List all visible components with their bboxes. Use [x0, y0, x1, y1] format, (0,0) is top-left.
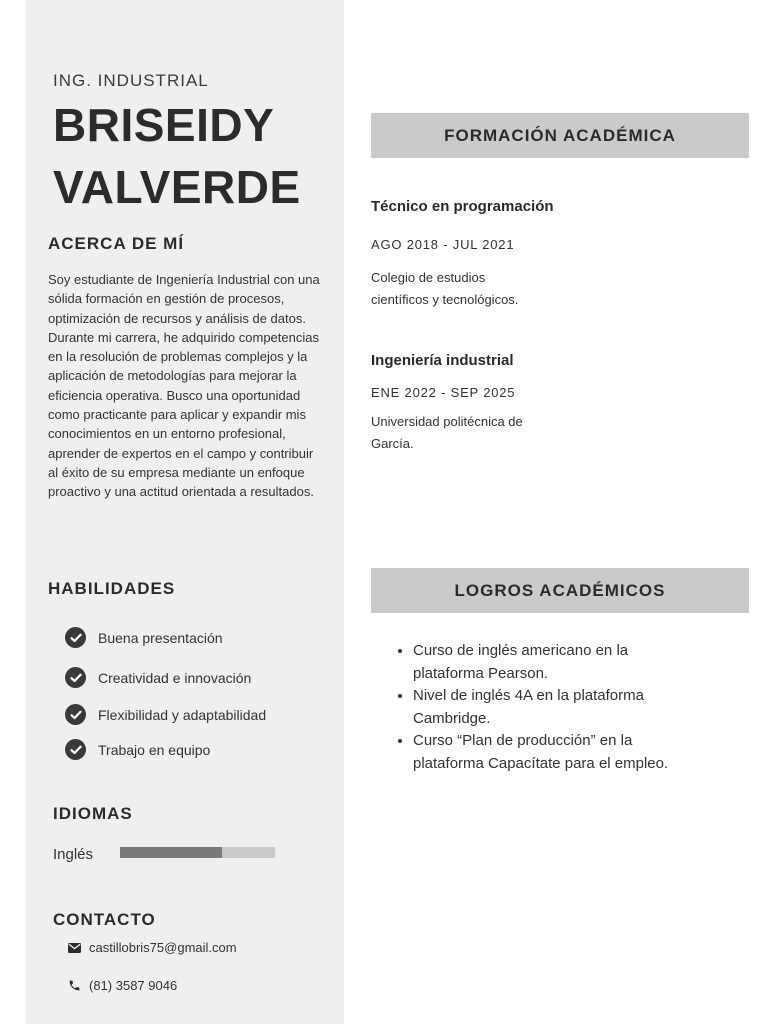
education-school-line: García. — [371, 436, 414, 451]
education-header: FORMACIÓN ACADÉMICA — [371, 113, 749, 158]
check-circle-icon — [65, 667, 86, 688]
education-school-line: Universidad politécnica de — [371, 414, 523, 429]
phone-icon — [68, 979, 81, 992]
skill-item — [65, 739, 210, 760]
about-title: ACERCA DE MÍ — [48, 234, 185, 253]
skill-item — [65, 704, 266, 725]
contact-title: CONTACTO — [53, 910, 156, 929]
languages-title: IDIOMAS — [53, 804, 133, 823]
achievement-item: • Nivel de inglés 4A en la plataforma Cambridge. — [413, 685, 703, 730]
achievements-header: LOGROS ACADÉMICOS — [371, 568, 749, 613]
check-circle-icon — [65, 704, 86, 725]
education-school — [371, 411, 571, 455]
check-circle-icon — [65, 627, 86, 648]
skill-item — [65, 667, 251, 688]
skill-label: Flexibilidad y adaptabilidad — [98, 706, 267, 723]
education-title: Ingeniería industrial — [371, 352, 514, 369]
last-name: VALVERDE — [53, 161, 301, 213]
education-dates: AGO 2018 - JUL 2021 — [371, 237, 515, 252]
skill-item — [65, 627, 223, 648]
check-circle-icon — [65, 739, 86, 760]
achievements-list — [395, 640, 703, 775]
education-school-line: Colegio de estudios — [371, 270, 486, 285]
language-level-bar — [120, 847, 275, 858]
education-title: Técnico en programación — [371, 198, 554, 215]
language-label: Inglés — [53, 846, 94, 863]
achievement-item: • Curso de inglés americano en la plataforma Pearson. — [413, 640, 703, 685]
language-level-fill — [120, 847, 222, 858]
skill-label: Trabajo en equipo — [98, 741, 211, 758]
sidebar — [26, 0, 344, 1024]
about-text: Soy estudiante de Ingeniería Industrial con una sólida formación en gestión de procesos, optimización de recursos y análisis de datos. Durante mi carrera, he adquirido competencias en la resolución de problemas complejos y la aplicación de metodologías para mejorar la eficiencia operativa. Busco una oportunidad como practicante para aplicar y expandir mis conocimientos en un entorno profesional, aprender de expertos en el campo y contribuir al éxito de su empresa mediante un enfoque proactivo y una actitud orientada a resultados. — [48, 272, 320, 500]
phone-text: (81) 3587 9046 — [89, 978, 178, 993]
contact-phone[interactable] — [68, 978, 177, 993]
contact-email[interactable] — [68, 940, 237, 955]
skill-label: Buena presentación — [98, 629, 223, 646]
envelope-icon — [68, 943, 81, 953]
education-dates: ENE 2022 - SEP 2025 — [371, 385, 516, 400]
profile-subtitle: ING. INDUSTRIAL — [53, 71, 209, 90]
email-text: castillobris75@gmail.com — [89, 940, 237, 955]
skills-title: HABILIDADES — [48, 579, 176, 598]
first-name: BRISEIDY — [53, 99, 275, 151]
achievement-item: • Curso “Plan de producción” en la plataforma Capacítate para el empleo. — [413, 730, 703, 775]
skill-label: Creatividad e innovación — [98, 669, 252, 686]
education-school — [371, 267, 571, 311]
education-school-line: científicos y tecnológicos. — [371, 292, 519, 307]
